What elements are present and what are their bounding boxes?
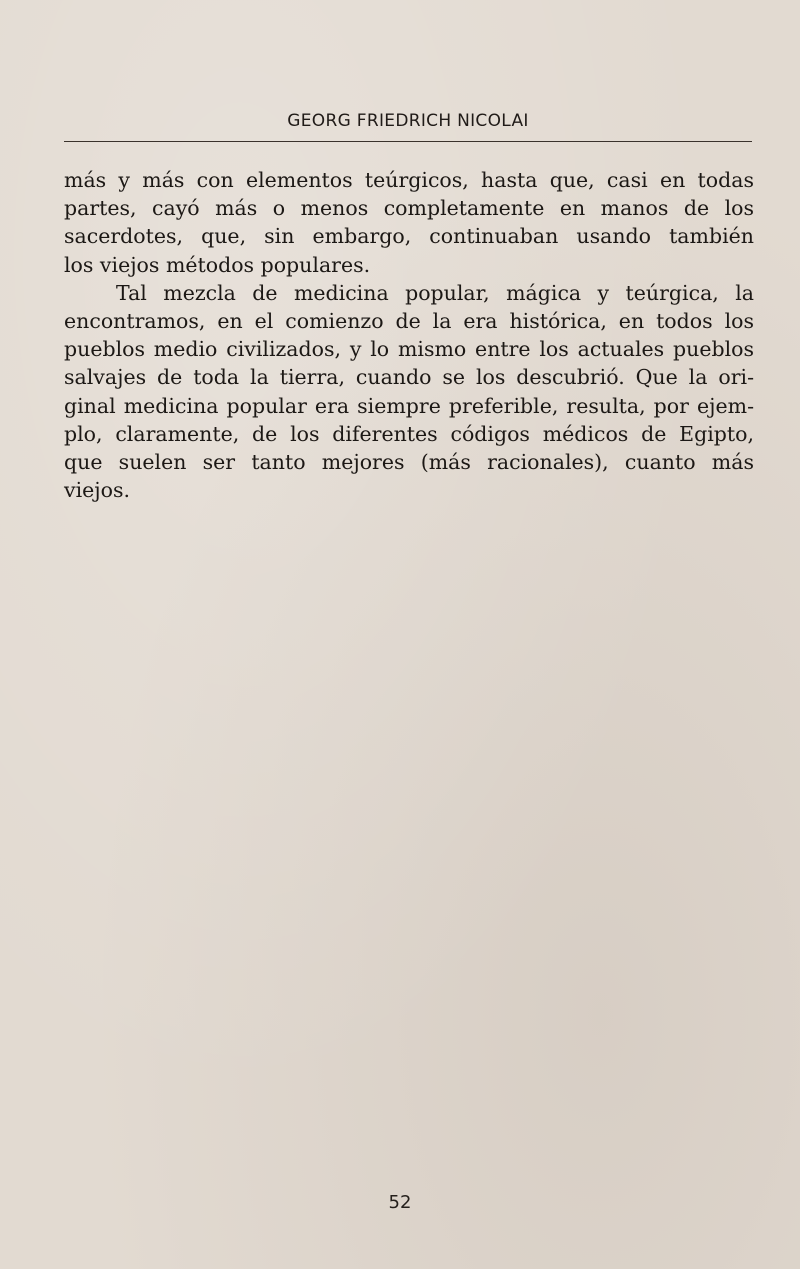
text-line: plo, claramente, de los diferentes códigos médicos de Egipto,: [64, 421, 754, 446]
text-line: más y más con elementos teúrgicos, hasta que, casi en todas: [64, 168, 754, 192]
running-head: GEORG FRIEDRICH NICOLAI: [287, 111, 529, 131]
text-line: Tal mezcla de medicina popular, mágica y teúrgica, la: [116, 280, 754, 305]
text-line: pueblos medio civilizados, y lo mismo entre los actuales pueblos: [64, 337, 754, 362]
text-line: sacerdotes, que, sin embargo, continuaban usando también: [64, 224, 754, 249]
text-line: partes, cayó más o menos completamente en manos de los: [64, 196, 754, 221]
text-line: viejos.: [64, 478, 131, 503]
text-line: los viejos métodos populares.: [64, 252, 371, 277]
text-line: que suelen ser tanto mejores (más racionales), cuanto más: [64, 450, 754, 475]
text-line: salvajes de toda la tierra, cuando se los descubrió. Que la ori-: [64, 365, 754, 390]
page-number: 52: [388, 1192, 412, 1213]
text-line: encontramos, en el comienzo de la era histórica, en todos los: [64, 309, 754, 334]
header-rule: [64, 141, 752, 142]
text-line: ginal medicina popular era siempre preferible, resulta, por ejem-: [64, 393, 754, 418]
body-text: [64, 166, 754, 504]
